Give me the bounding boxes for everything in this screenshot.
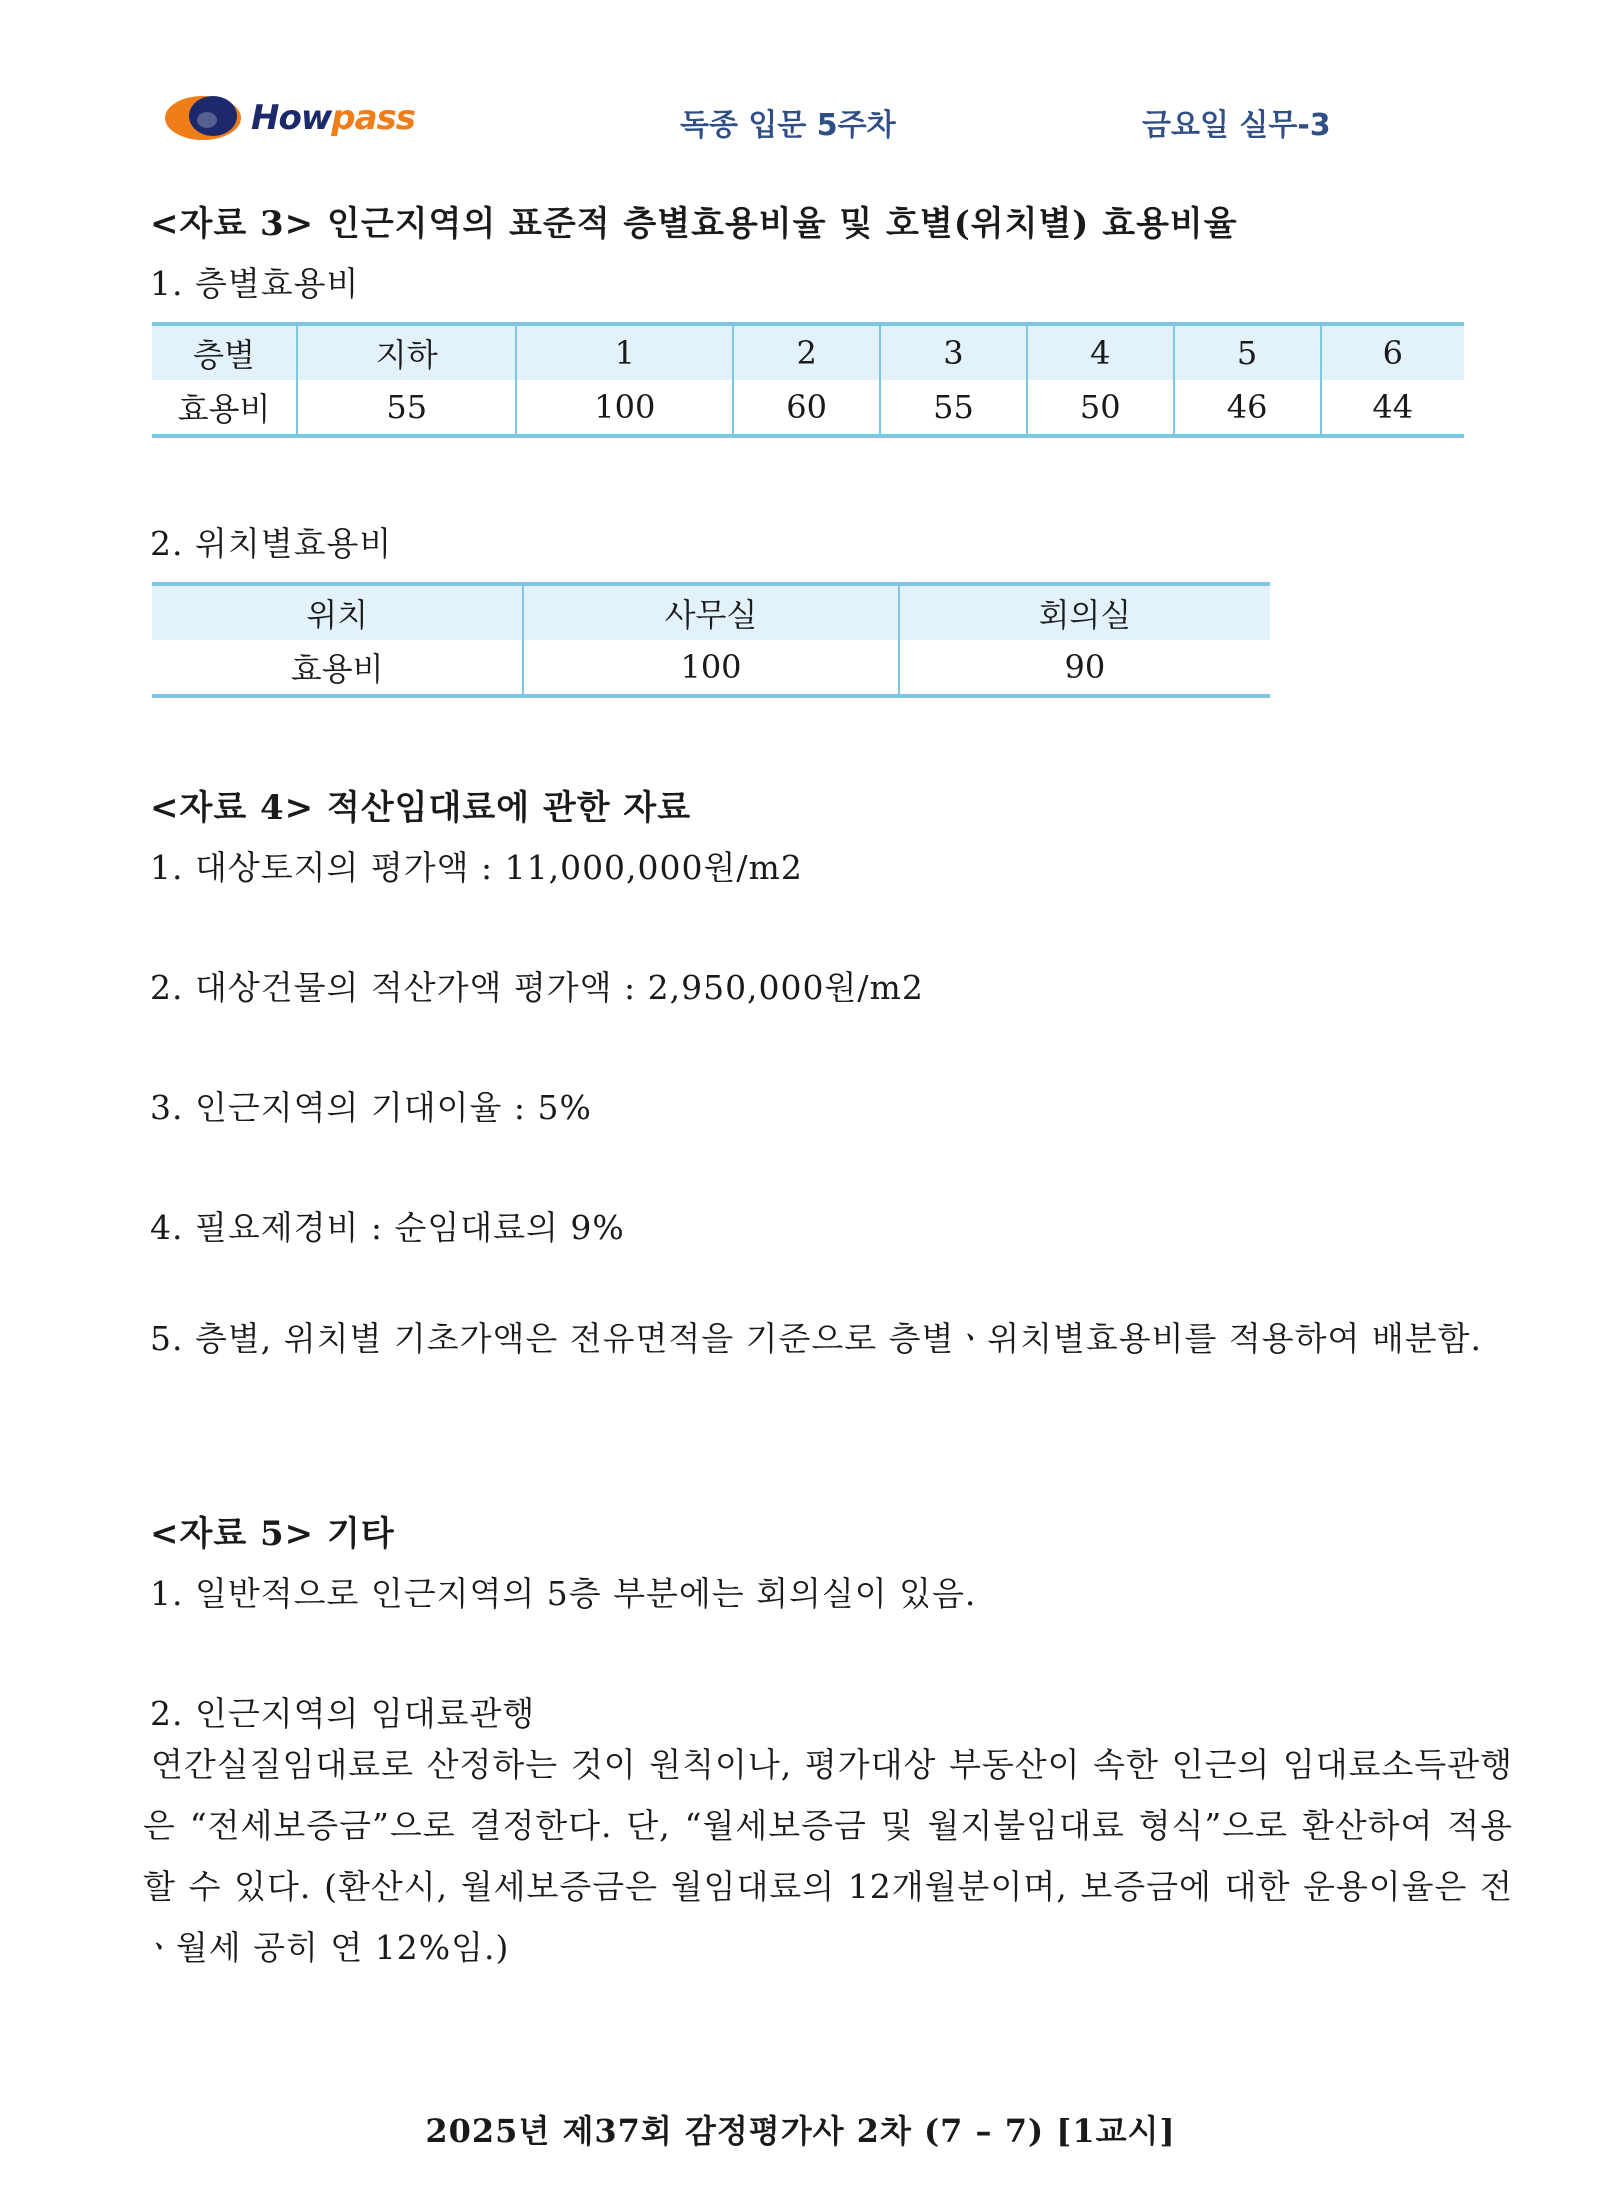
table-cell: 효용비 bbox=[177, 390, 271, 428]
page-footer: 2025년 제37회 감정평가사 2차 (7 – 7) [1교시] bbox=[425, 2112, 1176, 2150]
session-title: 금요일 실무-3 bbox=[1142, 108, 1331, 143]
table-cell: 55 bbox=[880, 380, 1027, 436]
list-item-heading: 2. 인근지역의 임대료관행 bbox=[150, 1694, 536, 1733]
table-cell: 사무실 bbox=[523, 584, 898, 640]
floor-utility-heading: 1. 층별효용비 bbox=[150, 264, 360, 303]
list-item: 1. 대상토지의 평가액 : 11,000,000원/m2 bbox=[150, 848, 803, 887]
table-cell: 50 bbox=[1027, 380, 1174, 436]
table-cell: 6 bbox=[1321, 324, 1464, 380]
rent-practice-paragraph: 연간실질임대료로 산정하는 것이 원칙이나, 평가대상 부동산이 속한 인근의 임대료소득관행은 “전세보증금”으로 결정한다. 단, “월세보증금 및 월지불임대료 형식”으로 환산하여 적용할 수 있다. (환산시, 월세보증금은 월임대료의 12개월분이며, 보증금에 대한 운용이율은 전ㆍ월세 공히 연 12%임.) bbox=[143, 1745, 1513, 1967]
floor-utility-table bbox=[152, 322, 1464, 438]
table-header-row bbox=[152, 584, 1270, 640]
list-item: 4. 필요제경비 : 순임대료의 9% bbox=[150, 1208, 625, 1247]
table-cell: 지하 bbox=[297, 324, 516, 380]
list-item: 2. 대상건물의 적산가액 평가액 : 2,950,000원/m2 bbox=[150, 968, 924, 1007]
logo-text: Howpass bbox=[251, 98, 415, 138]
table-cell: 3 bbox=[880, 324, 1027, 380]
logo-mark-icon bbox=[163, 92, 249, 144]
table-cell: 46 bbox=[1174, 380, 1321, 436]
table-cell: 위치 bbox=[152, 584, 523, 640]
table-header-row bbox=[152, 324, 1464, 380]
table-cell: 60 bbox=[733, 380, 880, 436]
table-cell: 효용비 bbox=[290, 650, 384, 688]
table-cell: 90 bbox=[899, 640, 1270, 696]
list-item: 3. 인근지역의 기대이율 : 5% bbox=[150, 1088, 592, 1127]
list-item: 1. 일반적으로 인근지역의 5층 부분에는 회의실이 있음. bbox=[150, 1574, 977, 1613]
section4-title: <자료 4> 적산임대료에 관한 자료 bbox=[150, 788, 692, 828]
table-cell: 100 bbox=[516, 380, 733, 436]
table-cell: 44 bbox=[1321, 380, 1464, 436]
course-title: 독종 입문 5주차 bbox=[680, 108, 896, 143]
list-item: 5. 층별, 위치별 기초가액은 전유면적을 기준으로 층별ㆍ위치별효용비를 적용하여 배분함. bbox=[150, 1319, 1482, 1358]
section5-title: <자료 5> 기타 bbox=[150, 1514, 395, 1554]
table-row bbox=[152, 380, 1464, 436]
table-cell: 100 bbox=[523, 640, 898, 696]
table-cell: 회의실 bbox=[899, 584, 1270, 640]
table-cell: 4 bbox=[1027, 324, 1174, 380]
page-header bbox=[0, 88, 1601, 148]
table-cell: 5 bbox=[1174, 324, 1321, 380]
table-cell: 1 bbox=[516, 324, 733, 380]
position-utility-heading: 2. 위치별효용비 bbox=[150, 524, 393, 563]
howpass-logo bbox=[163, 92, 463, 144]
table-row bbox=[152, 640, 1270, 696]
table-cell: 층별 bbox=[152, 324, 297, 380]
table-cell: 2 bbox=[733, 324, 880, 380]
section3-title: <자료 3> 인근지역의 표준적 층별효용비율 및 호별(위치별) 효용비율 bbox=[150, 204, 1238, 244]
position-utility-table bbox=[152, 582, 1270, 698]
table-cell: 55 bbox=[297, 380, 516, 436]
